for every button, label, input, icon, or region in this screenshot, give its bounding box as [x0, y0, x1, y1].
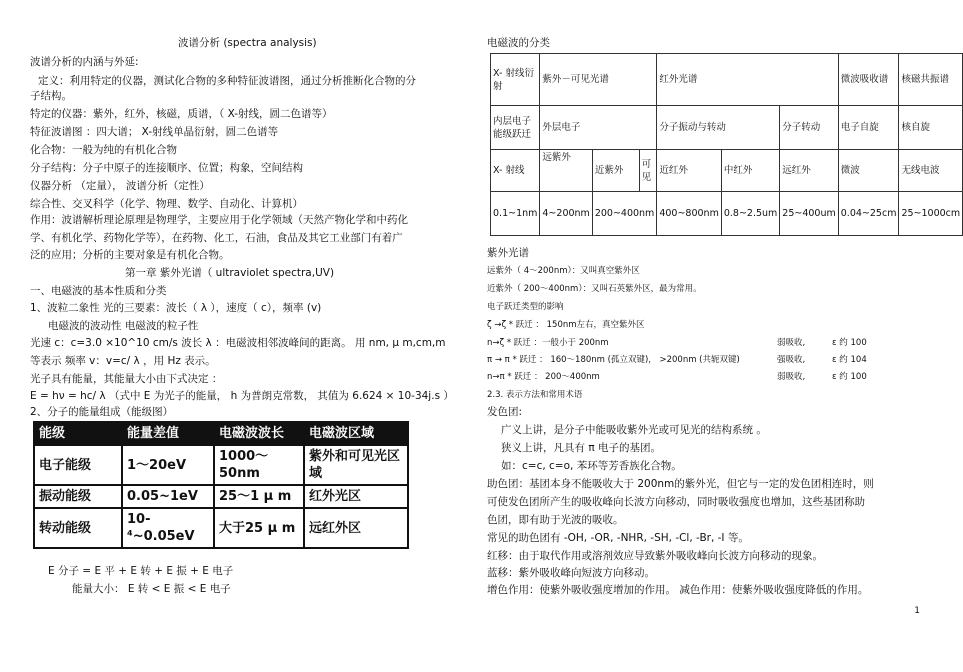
- text-line: 特征波谱图 ：四大谱； X-射线单晶衍射，圆二色谱等: [30, 126, 279, 138]
- text-line: 蓝移：紫外吸收峰向短波方向移动。: [487, 567, 655, 579]
- text-line: 特定的仪器：紫外，红外，核磁，质谱，（ X-射线，圆二色谱等）: [30, 108, 333, 120]
- table-cell: 0.8~2.5um: [721, 192, 779, 236]
- table-cell: 25~1000cm: [899, 192, 963, 236]
- table-cell: 远红外: [780, 150, 838, 192]
- table-cell: 近红外: [657, 150, 722, 192]
- table-cell: 200~400nm: [592, 192, 657, 236]
- text-line: 光子具有能量，其能量大小由下式决定 ：: [30, 373, 223, 385]
- table-cell: X- 射线衍射: [491, 54, 540, 106]
- text-line: 常见的助色团有 -OH, -OR, -NHR, -SH, -Cl, -Br, -I 等。: [487, 532, 749, 544]
- text-line: 泛的应用；分析的主要对象是有机化合物。: [30, 249, 230, 261]
- text-line: 化合物：一般为纯的有机化合物: [30, 144, 177, 156]
- table-row: [491, 150, 963, 192]
- text-line: E = hν = hc/ λ （式中 E 为光子的能量， h 为普朗克常数， 其值为 6.624 × 10-34j.s ）: [30, 390, 454, 402]
- transition-strength: 弱吸收,: [777, 338, 806, 348]
- formula-line: 能量大小： E 转 < E 振 < E 电子: [72, 583, 231, 595]
- transition-strength: 弱吸收,: [777, 372, 806, 382]
- text-line: 作用：波谱解析理论原理是物理学，主要应用于化学领域（天然产物化学和中药化: [30, 214, 408, 226]
- table-cell: 0.1~1nm: [491, 192, 540, 236]
- text-line: 电子跃迁类型的影响: [487, 302, 564, 312]
- table-row: [34, 508, 408, 548]
- transition-line: π → π * 跃迁 ： 160～180nm (孤立双键)， >200nm (共轭双键): [487, 355, 740, 365]
- table-cell: 微波: [838, 150, 899, 192]
- transition-epsilon: ε 约 100: [832, 372, 867, 382]
- text-line: 发色团:: [487, 406, 523, 418]
- table-cell: 10-⁴~0.05eV: [122, 508, 214, 548]
- section-heading: 紫外光谱: [487, 247, 529, 259]
- table-cell: 红外光区: [304, 485, 408, 508]
- section-heading: 2.3. 表示方法和常用术语: [487, 390, 583, 400]
- table-row-header: 振动能级: [34, 485, 122, 508]
- table-header-cell: 能级: [34, 422, 122, 445]
- text-line: 光速 c：c=3.0 ×10^10 cm/s 波长 λ ：电磁波相邻波峰间的距离。 用 nm, μ m,cm,m: [30, 337, 446, 349]
- table-cell: 核磁共振谱: [899, 54, 963, 106]
- text-line: 仪器分析 （定量）， 波谱分析（定性）: [30, 180, 210, 192]
- table-cell: 1000～50nm: [214, 445, 304, 485]
- formula-line: E 分子 = E 平 + E 转 + E 振 + E 电子: [48, 565, 234, 577]
- transition-strength: 强吸收,: [777, 355, 806, 365]
- transition-epsilon: ε 约 100: [832, 338, 867, 348]
- table-cell: 无线电波: [899, 150, 963, 192]
- section-heading: 一、电磁波的基本性质和分类: [30, 285, 167, 297]
- text-line: 可使发色团所产生的吸收峰向长波方向移动，同时吸收强度也增加，这些基团称助: [487, 496, 865, 508]
- text-line: 分子结构：分子中原子的连接顺序、位置；构象，空间结构: [30, 162, 303, 174]
- table-cell: 大于25 μ m: [214, 508, 304, 548]
- table-cell: 电子自旋: [838, 106, 899, 150]
- table-cell: 微波吸收谱: [838, 54, 899, 106]
- table-cell: 远紫外: [540, 150, 592, 192]
- table-cell: 紫外和可见光区域: [304, 445, 408, 485]
- table-header-cell: 电磁波波长: [214, 422, 304, 445]
- page-number: 1: [914, 606, 920, 616]
- transition-line: n→π * 跃迁 ： 200～400nm: [487, 372, 600, 382]
- text-line: 学、有机化学、药物化学等），在药物、化工，石油，食品及其它工业部门有着广: [30, 232, 403, 244]
- table-cell: 分子振动与转动: [657, 106, 780, 150]
- transition-line: n→ζ * 跃迁 ：一般小于 200nm: [487, 338, 609, 348]
- table-row: [491, 192, 963, 236]
- text-line: 广义上讲，是分子中能吸收紫外光或可见光的结构系统 。: [501, 424, 767, 436]
- section-heading: 电磁波的分类: [487, 37, 550, 49]
- table-cell: 400~800nm: [657, 192, 722, 236]
- table-cell: 核自旋: [899, 106, 963, 150]
- text-line: 助色团：基团本身不能吸收大于 200nm的紫外光，但它与一定的发色团相连时，则: [487, 478, 874, 490]
- text-line: ζ →ζ * 跃迁 ： 150nm左右，真空紫外区: [487, 320, 645, 330]
- text-line: 增色作用：使紫外吸收强度增加的作用。 减色作用：使紫外吸收强度降低的作用。: [487, 584, 869, 596]
- table-row: [491, 54, 963, 106]
- text-line: 子结构。: [30, 90, 72, 102]
- table-cell: 紫外－可见光谱: [540, 54, 657, 106]
- table-cell: 1～20eV: [122, 445, 214, 485]
- table-cell: 远红外区: [304, 508, 408, 548]
- table-cell: 0.04~25cm: [838, 192, 899, 236]
- table-row-header: 转动能级: [34, 508, 122, 548]
- table-cell: 红外光谱: [657, 54, 838, 106]
- table-cell: 25～1 μ m: [214, 485, 304, 508]
- text-line: 综合性、交叉科学（化学、物理、数学、自动化、计算机）: [30, 198, 303, 210]
- text-line: 2、分子的能量组成（能级图）: [30, 406, 174, 418]
- table-cell: 近紫外: [592, 150, 639, 192]
- text-line: 狭义上讲，凡具有 π 电子的基团。: [501, 442, 661, 454]
- table-cell: 4~200nm: [540, 192, 592, 236]
- table-cell: 内层电子能级跃迁: [491, 106, 540, 150]
- text-line: 波谱分析的内涵与外延:: [30, 56, 139, 68]
- text-line: 如：c=c, c=o, 苯环等芳香族化合物。: [501, 460, 682, 472]
- table-cell: 0.05~1eV: [122, 485, 214, 508]
- text-line: 近紫外（ 200～400nm）：又叫石英紫外区，最为常用。: [487, 284, 702, 294]
- table-cell: 外层电子: [540, 106, 657, 150]
- text-line: 1、波粒二象性 光的三要素：波长（ λ ），速度（ c），频率 (v): [30, 302, 322, 314]
- table-cell: X- 射线: [491, 150, 540, 192]
- table-header-cell: 能量差值: [122, 422, 214, 445]
- chapter-heading: 第一章 紫外光谱（ ultraviolet spectra,UV): [125, 267, 335, 279]
- table-row: [34, 485, 408, 508]
- table-row-header: 电子能级: [34, 445, 122, 485]
- text-line: 色团，即有助于光波的吸收。: [487, 514, 624, 526]
- table-cell: 中红外: [721, 150, 779, 192]
- table-row: [34, 445, 408, 485]
- table-header-row: [34, 422, 408, 445]
- text-line: 红移：由于取代作用或溶剂效应导致紫外吸收峰向长波方向移动的现象。: [487, 550, 823, 562]
- text-line: 远紫外（ 4～200nm）：又叫真空紫外区: [487, 266, 640, 276]
- table-cell: 可见: [639, 150, 657, 192]
- table-cell: 25~400um: [780, 192, 838, 236]
- em-classification-table: [490, 53, 963, 236]
- table-header-cell: 电磁波区域: [304, 422, 408, 445]
- table-row: [491, 106, 963, 150]
- text-line: 定义：利用特定的仪器，测试化合物的多种特征波谱图，通过分析推断化合物的分: [38, 75, 416, 87]
- document-title: 波谱分析 (spectra analysis): [178, 37, 317, 49]
- text-line: 等表示 频率 v：v=c/ λ ，用 Hz 表示。: [30, 355, 216, 367]
- text-line: 电磁波的波动性 电磁波的粒子性: [48, 320, 199, 332]
- energy-level-table: [33, 421, 409, 549]
- table-cell: 分子转动: [780, 106, 838, 150]
- transition-epsilon: ε 约 104: [832, 355, 867, 365]
